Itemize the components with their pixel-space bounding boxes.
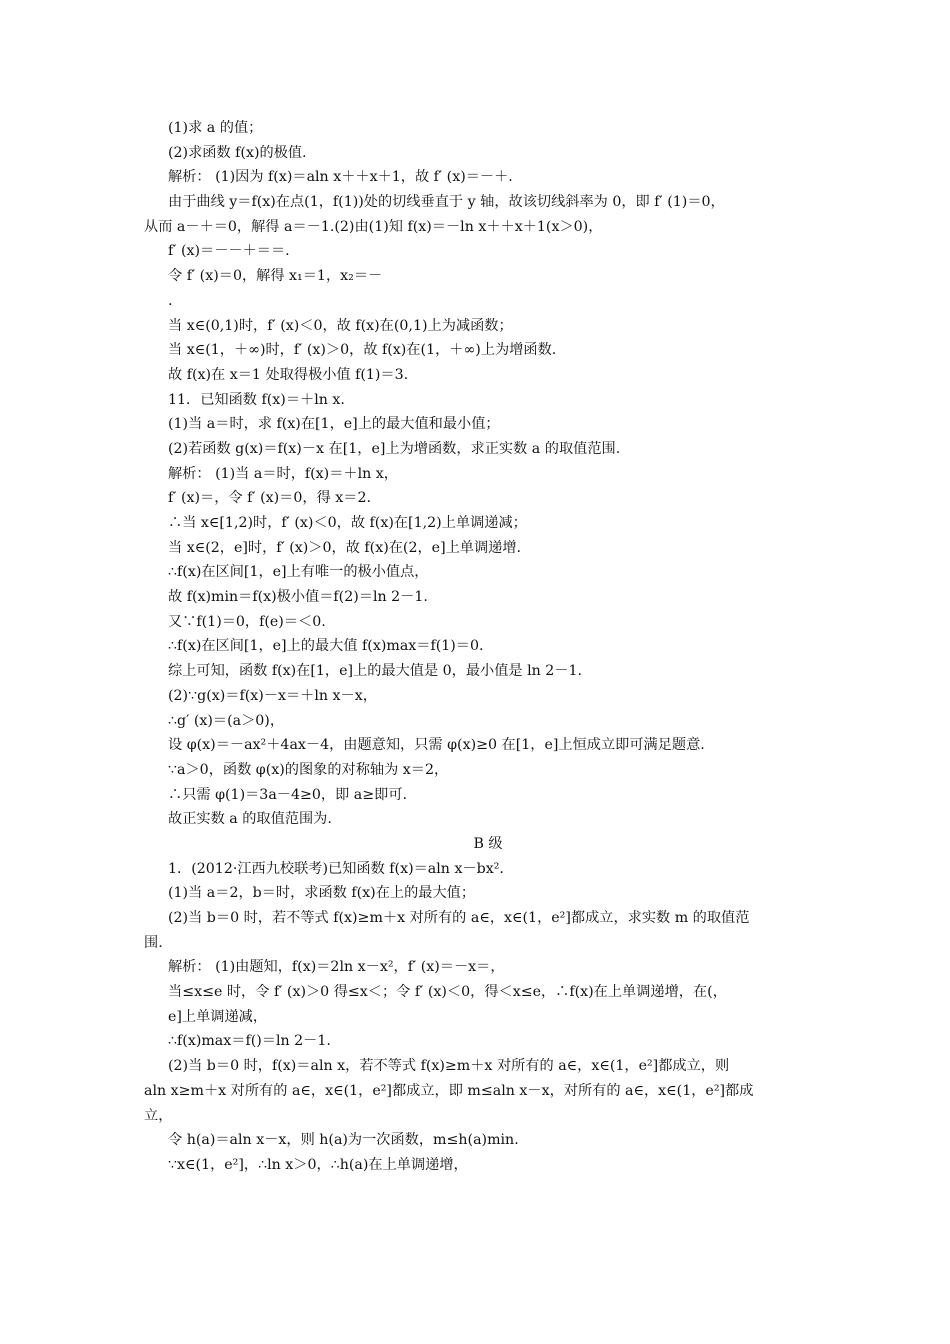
text-line: ∴只需 φ(1)＝3a－4≥0，即 a≥即可. — [168, 786, 408, 803]
text-line: 当 x∈(2，e]时，f′ (x)＞0，故 f(x)在(2，e]上单调递增. — [168, 539, 522, 556]
text-line: 当 x∈(1，＋∞)时，f′ (x)＞0，故 f(x)在(1，＋∞)上为增函数. — [168, 342, 557, 359]
text-line: ∴当 x∈[1,2)时，f′ (x)＜0，故 f(x)在[1,2)上单调递减； — [168, 515, 527, 531]
text-line: 综上可知，函数 f(x)在[1，e]上的最大值是 0，最小值是 ln 2－1. — [168, 663, 583, 680]
text-line: (1)求 a 的值； — [168, 120, 263, 136]
text-line: 1．(2012·江西九校联考)已知函数 f(x)＝aln x－bx². — [168, 860, 504, 877]
text-line: 故正实数 a 的取值范围为. — [168, 811, 332, 828]
text-line: (2)当 b＝0 时，f(x)＝aln x，若不等式 f(x)≥m＋x 对所有的 a∈，x∈(1，e²]都成立，则 — [168, 1058, 730, 1075]
text-line: 由于曲线 y＝f(x)在点(1，f(1))处的切线垂直于 y 轴，故该切线斜率为 0，即 f′ (1)＝0， — [168, 194, 725, 211]
text-line: aln x≥m＋x 对所有的 a∈，x∈(1，e²]都成立，即 m≤aln x－x，对所有的 a∈，x∈(1，e²]都成 — [144, 1082, 754, 1099]
text-line: 从而 a－＋＝0，解得 a＝－1.(2)由(1)知 f(x)＝－ln x＋＋x＋1(x＞0)， — [144, 218, 603, 235]
text-line: ∵a＞0，函数 φ(x)的图象的对称轴为 x＝2， — [168, 761, 449, 778]
text-line: ∴f(x)在区间[1，e]上的最大值 f(x)max＝f(1)＝0. — [168, 638, 484, 655]
text-line: f′ (x)＝－－＋＝＝. — [168, 243, 290, 260]
text-line: ∴f(x)在区间[1，e]上有唯一的极小值点， — [168, 564, 429, 581]
text-line: 当≤x≤e 时，令 f′ (x)＞0 得≤x＜；令 f′ (x)＜0，得＜x≤e，∴f(x)在上单调递增，在(， — [168, 984, 727, 1001]
text-line: 令 h(a)＝aln x－x，则 h(a)为一次函数，m≤h(a)min. — [168, 1132, 519, 1149]
text-line: ∴g′ (x)＝(a＞0)， — [168, 712, 285, 729]
text-line: 故 f(x)在 x＝1 处取得极小值 f(1)＝3. — [168, 366, 409, 383]
text-line: ∵x∈(1，e²]，∴ln x＞0，∴h(a)在上单调递增， — [168, 1156, 468, 1173]
text-line: e]上单调递减， — [168, 1008, 268, 1025]
text-line: ∴f(x)max＝f()＝ln 2－1. — [168, 1033, 331, 1050]
text-line: 故 f(x)min＝f(x)极小值＝f(2)＝ln 2－1. — [168, 589, 428, 606]
text-line: 令 f′ (x)＝0，解得 x₁＝1，x₂＝－ — [168, 268, 383, 285]
text-line: (1)当 a＝时，求 f(x)在[1，e]上的最大值和最小值； — [168, 416, 500, 433]
text-line: (2)求函数 f(x)的极值. — [168, 144, 307, 161]
section-heading: B 级 — [473, 835, 503, 852]
solution-text — [144, 116, 808, 1178]
text-line: 设 φ(x)＝－ax²＋4ax－4，由题意知，只需 φ(x)≥0 在[1，e]上恒成立即可满足题意. — [168, 737, 705, 754]
text-line: f′ (x)＝，令 f′ (x)＝0，得 x＝2. — [168, 490, 372, 507]
text-line: (2)当 b＝0 时，若不等式 f(x)≥m＋x 对所有的 a∈，x∈(1，e²]都成立，求实数 m 的取值范 — [168, 910, 750, 926]
text-line: 解析： (1)因为 f(x)＝aln x＋＋x＋1，故 f′ (x)＝－＋. — [168, 169, 513, 186]
text-line: 又∵f(1)＝0，f(e)＝＜0. — [168, 613, 326, 630]
text-line: 解析： (1)由题知，f(x)＝2ln x－x²，f′ (x)＝－x＝， — [168, 959, 505, 976]
text-line: (2)若函数 g(x)＝f(x)－x 在[1，e]上为增函数，求正实数 a 的取值范围. — [168, 440, 621, 457]
text-line: 解析： (1)当 a＝时，f(x)＝＋ln x， — [168, 465, 398, 482]
text-line: 围. — [144, 934, 163, 951]
text-line: 立， — [144, 1107, 173, 1124]
text-line: 11．已知函数 f(x)＝＋ln x. — [168, 391, 345, 408]
text-line: (2)∵g(x)＝f(x)－x＝＋ln x－x， — [168, 687, 377, 704]
text-line: 当 x∈(0,1)时，f′ (x)＜0，故 f(x)在(0,1)上为减函数； — [168, 317, 513, 334]
text-line: . — [168, 292, 173, 309]
text-line: (1)当 a＝2，b＝时，求函数 f(x)在上的最大值； — [168, 885, 476, 902]
